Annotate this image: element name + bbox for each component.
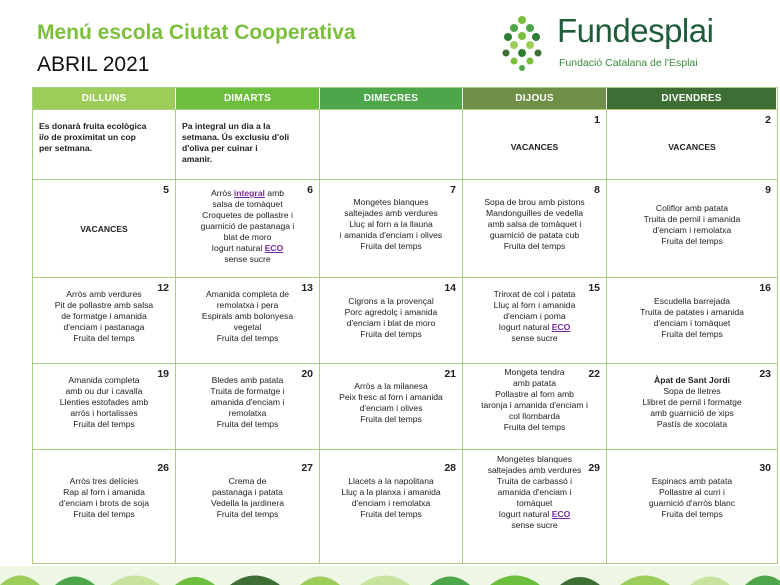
day-number: 16 [759,282,771,294]
holiday-label: VACANCES [668,142,716,152]
menu-lines: Arròs amb verdures Pit de pollastre amb salsa de formatge i amanida d'enciam i pastanaga Fruita del temps [54,289,154,343]
day-number: 1 [594,114,600,126]
day-cell-26 [33,449,176,563]
menu-lines: Crema de pastanaga i patata Vedella la jardinera Fruita del temps [210,476,285,519]
integral-highlight: integral [233,188,265,198]
day-cell-30 [607,449,777,563]
day-cell-2 [607,109,777,179]
menu-lines: Espinacs amb patata Pollastre al curri i guarnició d'arròs blanc Fruita del temps [648,476,736,519]
menu-lines: Sopa de brou amb pistons Mandonguilles de vedella amb salsa de tomàquet i guarnició de patata cub Fruita del temps [484,197,585,251]
empty-cell [320,109,463,179]
day-number: 2 [765,114,771,126]
day-cell-23 [607,363,777,449]
menu-lines: Trinxat de col i patata Lluç al forn i amanida d'enciam i poma Iogurt natural ECO sense sucre [493,289,576,343]
menu-lines: Amanida completa de remolatxa i pera Espirals amb bolonyesa vegetal Fruita del temps [201,289,294,343]
day-number: 6 [307,184,313,196]
holiday-label: VACANCES [510,142,559,152]
special-meal-title: Àpat de Sant Jordi [654,375,730,385]
day-number: 21 [444,368,456,380]
day-number: 22 [588,368,600,380]
menu-lines: Arròs a la milanesa Peix fresc al forn i amanida d'enciam i olives Fruita del temps [339,381,443,424]
day-number: 26 [157,462,169,474]
eco-badge: ECO [551,322,571,332]
day-cell-22 [463,363,607,449]
note-bread: Pa integral un dia a la setmana. Ús exclusiu d'oli d'oliva per cuinar i amanir. [182,121,290,164]
day-number: 12 [157,282,169,294]
menu-lines: Amanida completa amb ou dur i cavalla Llenties estofades amb arròs i hortalisses Fruita del temps [59,375,149,429]
day-cell-28 [320,449,463,563]
day-cell-21 [320,363,463,449]
logo-tagline: Fundació Catalana de l'Esplai [559,57,698,69]
day-cell-13 [176,277,320,363]
note-fruit-cell [33,109,176,179]
day-number: 29 [588,462,600,474]
menu-lines: Mongeta tendra amb patata Pollastre al forn amb taronja i amanida d'enciam i col llombarda Fruita del temps [481,367,588,432]
day-number: 9 [765,184,771,196]
header-dilluns: DILLUNS [33,88,176,109]
menu-lines: Arròs tres delícies Rap al forn i amanida d'enciam i brots de soja Fruita del temps [58,476,149,519]
header-dimecres: DIMECRES [320,88,463,109]
eco-badge: ECO [551,509,571,519]
day-number: 20 [301,368,313,380]
page-title: Menú escola Ciutat Cooperativa [37,21,356,44]
day-cell-15 [463,277,607,363]
day-cell-19 [33,363,176,449]
day-cell-7 [320,179,463,277]
day-number: 7 [450,184,456,196]
day-cell-6 [176,179,320,277]
day-number: 14 [444,282,456,294]
day-number: 28 [444,462,456,474]
day-cell-9 [607,179,777,277]
month-label: ABRIL 2021 [37,53,150,76]
note-fruit: Es donarà fruita ecològica i/o de proximitat un cop per setmana. [39,121,147,153]
header-dijous: DIJOUS [463,88,607,109]
menu-lines: Àpat de Sant Jordi Sopa de lletres Llibret de pernil i formatge amb guarnició de xips Pastís de xocolata [613,375,771,430]
day-cell-8 [463,179,607,277]
menu-lines: Llacets a la napolitana Lluç a la planxa i amanida d'enciam i remolatxa Fruita del temps [341,476,441,519]
day-number: 13 [301,282,313,294]
day-cell-14 [320,277,463,363]
day-number: 5 [163,184,169,196]
bottom-decoration [0,566,780,585]
day-cell-27 [176,449,320,563]
menu-table [32,87,778,564]
day-cell-16 [607,277,777,363]
day-number: 30 [759,462,771,474]
logo-name: Fundesplai [557,12,714,49]
day-number: 8 [594,184,600,196]
header-dimarts: DIMARTS [176,88,320,109]
day-cell-1 [463,109,607,179]
menu-lines: Mongetes blanques saltejades amb verdures Lluç al forn a la llauna i amanida d'enciam i olives Fruita del temps [339,197,443,251]
menu-lines: Cigrons a la provençal Porc agredolç i amanida d'enciam i blat de moro Fruita del temps [344,296,438,339]
holiday-label: VACANCES [80,224,128,234]
day-cell-20 [176,363,320,449]
note-bread-cell [176,109,320,179]
day-number: 27 [301,462,313,474]
eco-badge: ECO [264,243,284,253]
day-cell-12 [33,277,176,363]
menu-lines: Bledes amb patata Truita de formatge i amanida d'enciam i remolatxa Fruita del temps [210,375,285,429]
day-cell-29 [463,449,607,563]
menu-lines: Mongetes blanques saltejades amb verdures Truita de carbassó i amanida d'enciam i tomàquet Iogurt natural ECO sense sucre [487,454,582,530]
menu-lines: Coliflor amb patata Truita de pernil i amanida d'enciam i remolatxa Fruita del temps [643,203,741,246]
menu-lines: Arròs integral amb salsa de tomàquet Croquetes de pollastre i guarnició de pastanaga i blat de moro Iogurt natural ECO sense sucre [200,188,295,264]
day-cell-5 [33,179,176,277]
day-number: 23 [759,368,771,380]
day-number: 19 [157,368,169,380]
day-number: 15 [588,282,600,294]
menu-lines: Escudella barrejada Truita de patates i amanida d'enciam i tomàquet Fruita del temps [640,296,744,339]
header-divendres: DIVENDRES [607,88,777,109]
